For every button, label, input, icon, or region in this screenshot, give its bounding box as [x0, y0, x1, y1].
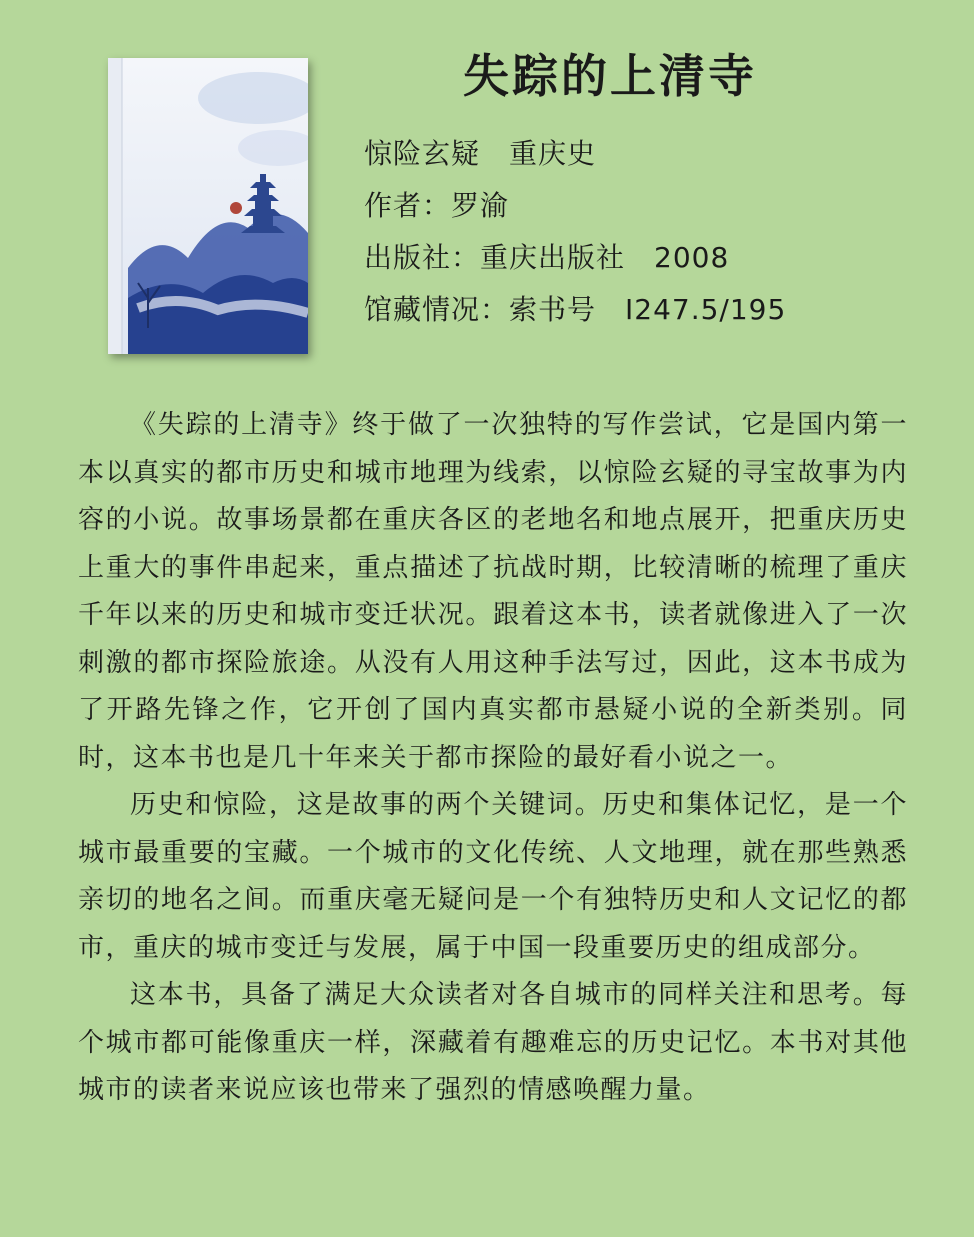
- description-paragraph: 历史和惊险，这是故事的两个关键词。历史和集体记忆，是一个城市最重要的宝藏。一个城市的文化传统、人文地理，就在那些熟悉亲切的地名之间。而重庆毫无疑问是一个有独特历史和人文记忆的都市，重庆的城市变迁与发展，属于中国一段重要历史的组成部分。: [78, 790, 908, 963]
- author-line: 作者：罗渝: [364, 189, 510, 222]
- publisher-line: 出版社：重庆出版社 2008: [364, 241, 730, 274]
- book-description: [78, 402, 908, 1115]
- book-title: 失踪的上清寺: [463, 49, 757, 103]
- book-cover: [108, 58, 308, 354]
- description-paragraph: 《失踪的上清寺》终于做了一次独特的写作尝试，它是国内第一本以真实的都市历史和城市地理为线索，以惊险玄疑的寻宝故事为内容的小说。故事场景都在重庆各区的老地名和地点展开，把重庆历史上重大的事件串起来，重点描述了抗战时期，比较清晰的梳理了重庆千年以来的历史和城市变迁状况。跟着这本书，读者就像进入了一次刺激的都市探险旅途。从没有人用这种手法写过，因此，这本书成为了开路先锋之作，它开创了国内真实都市悬疑小说的全新类别。同时，这本书也是几十年来关于都市探险的最好看小说之一。: [78, 410, 908, 773]
- genre-line: 惊险玄疑 重庆史: [364, 137, 597, 170]
- book-cover-illustration: [108, 58, 308, 354]
- book-metadata: [364, 128, 924, 336]
- description-paragraph: 这本书，具备了满足大众读者对各自城市的同样关注和思考。每个城市都可能像重庆一样，深藏着有趣难忘的历史记忆。本书对其他城市的读者来说应该也带来了强烈的情感唤醒力量。: [78, 980, 908, 1105]
- holdings-line: 馆藏情况：索书号 I247.5/195: [364, 293, 787, 326]
